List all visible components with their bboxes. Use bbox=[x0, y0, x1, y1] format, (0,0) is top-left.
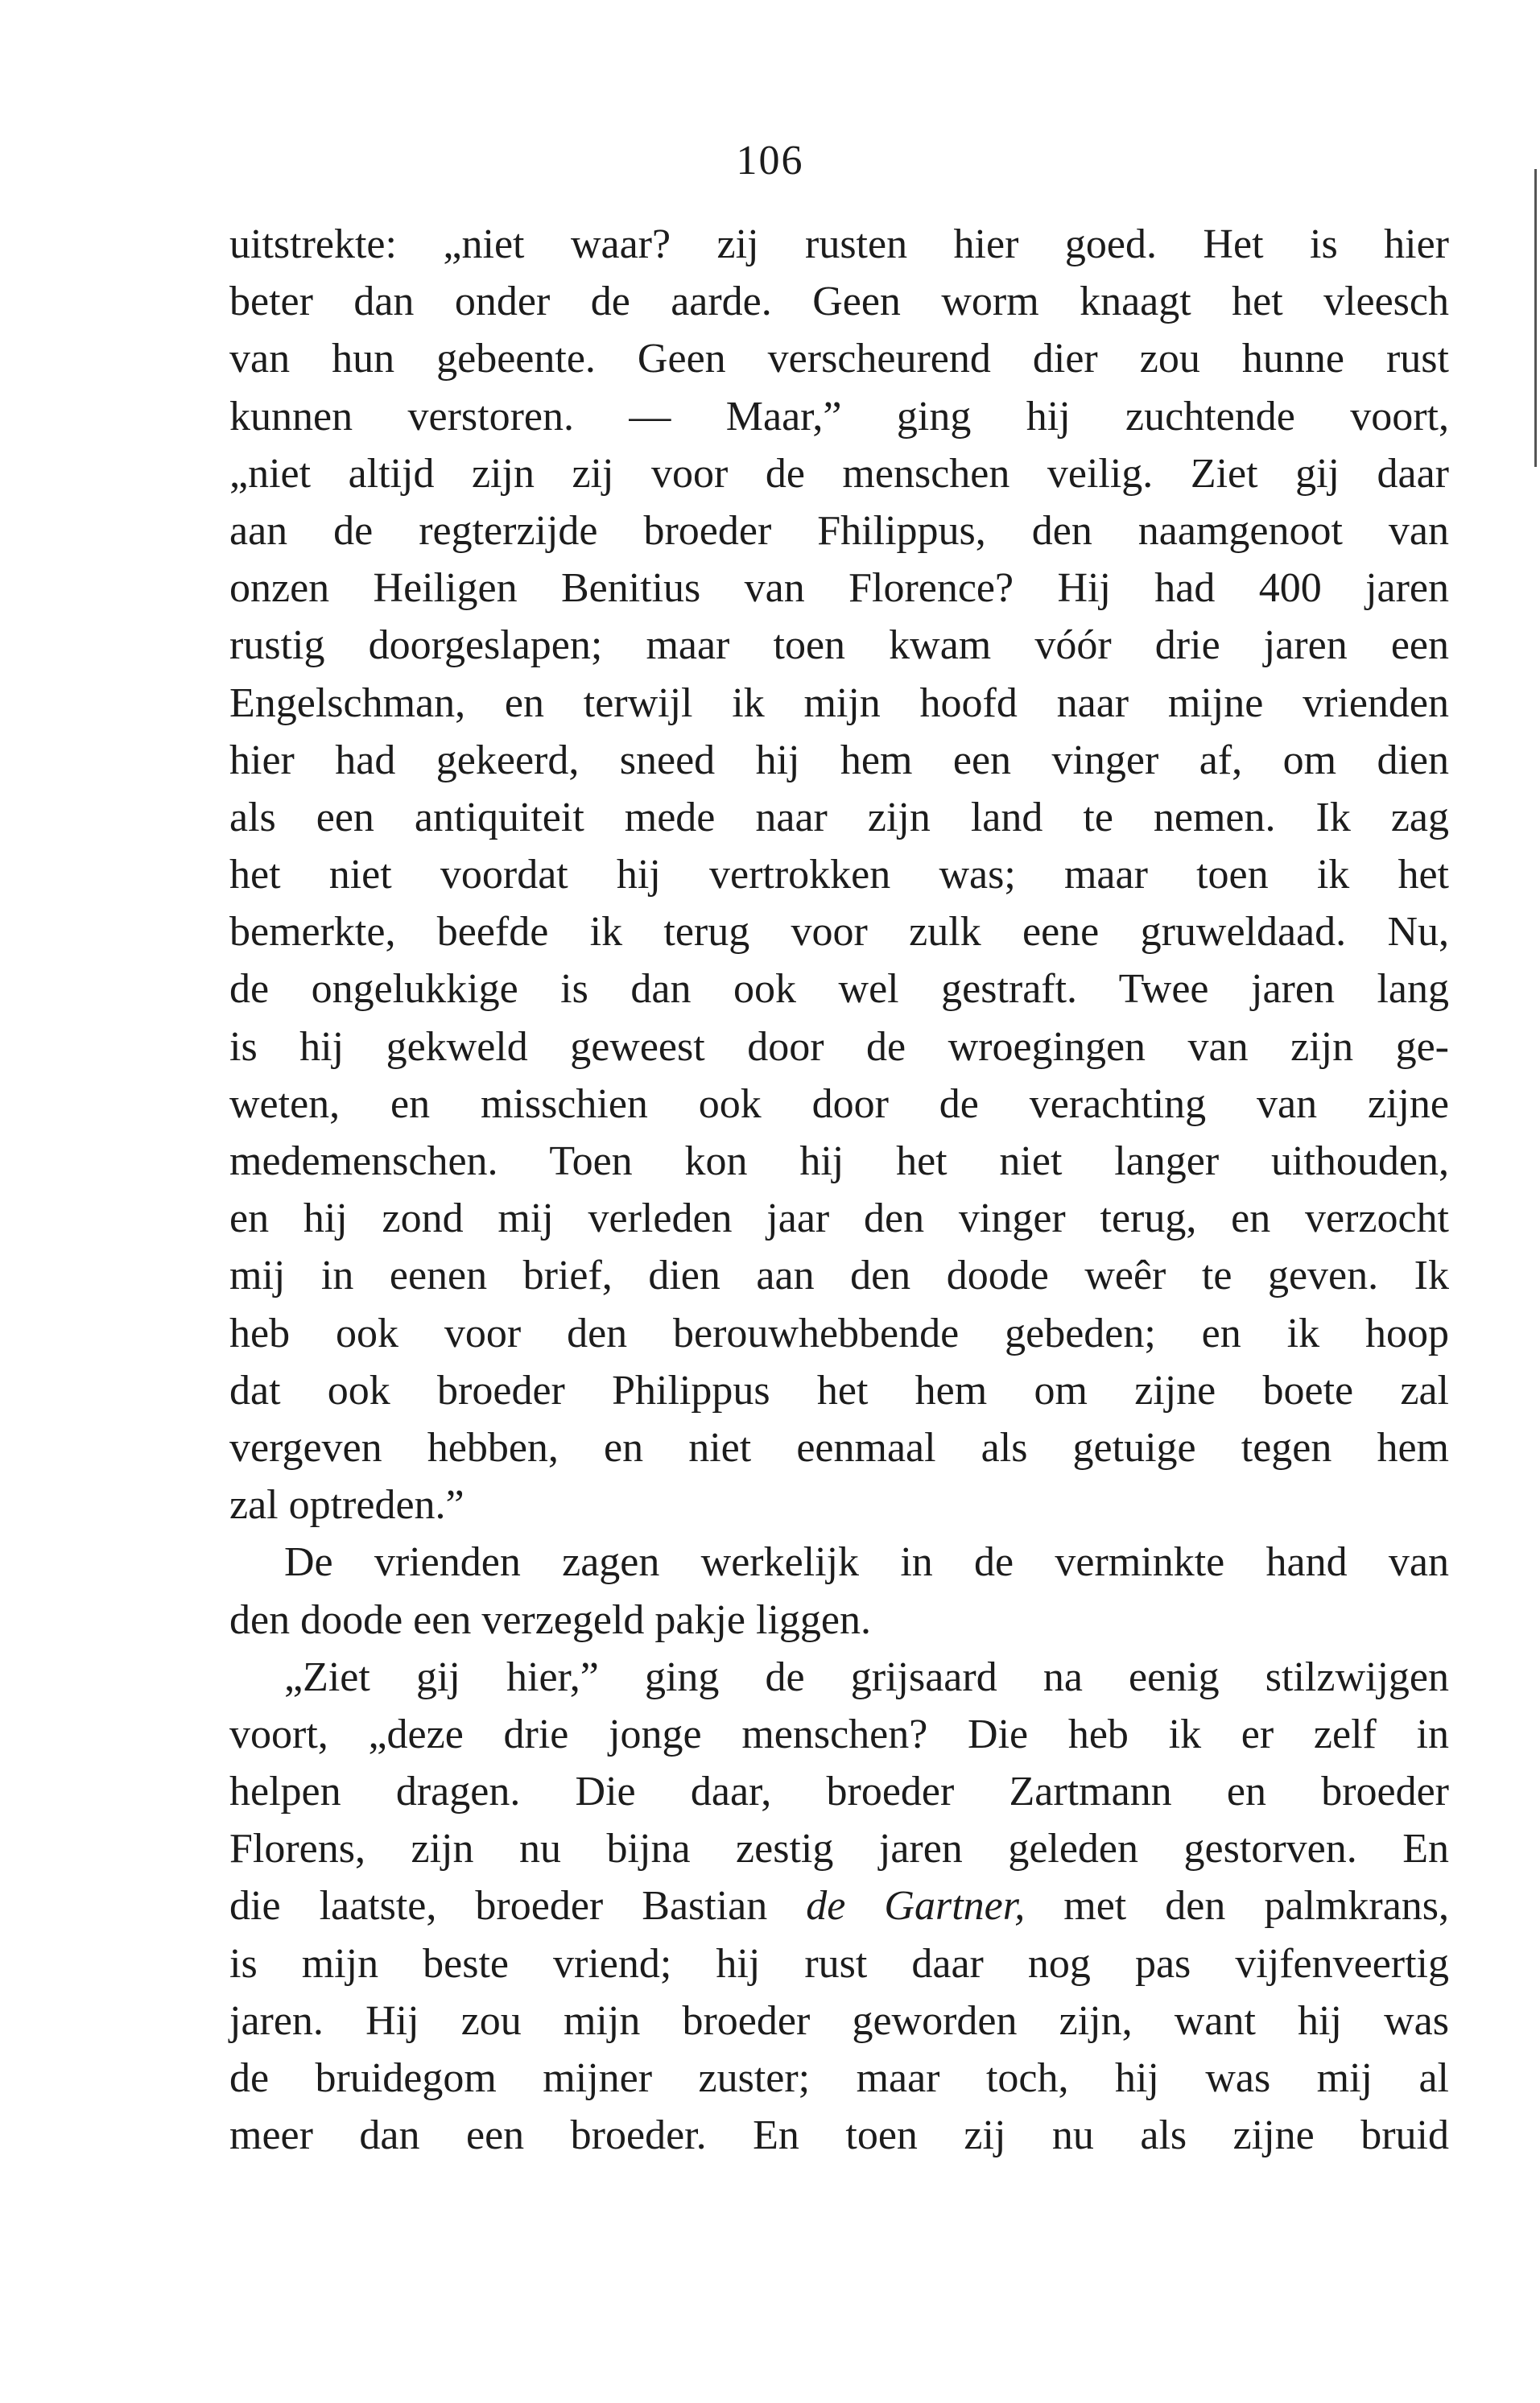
text-line: het niet voordat hij vertrokken was; maar toen ik het bbox=[229, 852, 1449, 898]
body-text bbox=[229, 216, 1449, 2164]
text-line-with-italic bbox=[229, 1877, 1449, 1934]
paragraph-end-line: zal optreden.” bbox=[229, 1482, 464, 1529]
text-line: de ongelukkige is dan ook wel gestraft. Twee jaren lang bbox=[229, 966, 1449, 1013]
page-number: 106 bbox=[736, 138, 804, 184]
text-line: dat ook broeder Philippus het hem om zijne boete zal bbox=[229, 1367, 1449, 1414]
line-head: die laatste, broeder Bastian bbox=[229, 1883, 768, 1930]
paragraph-start-line: „Ziet gij hier,” ging de grijsaard na eenig stilzwijgen bbox=[284, 1654, 1449, 1700]
text-line: beter dan onder de aarde. Geen worm knaagt het vleesch bbox=[229, 279, 1449, 325]
text-line: rustig doorgeslapen; maar toen kwam vóór drie jaren een bbox=[229, 622, 1449, 669]
text-line: voort, „deze drie jonge menschen? Die heb ik er zelf in bbox=[229, 1711, 1449, 1757]
text-line: uitstrekte: „niet waar? zij rusten hier goed. Het is hier bbox=[229, 221, 1449, 267]
text-line: jaren. Hij zou mijn broeder geworden zijn, want hij was bbox=[229, 1997, 1449, 2044]
text-line: medemenschen. Toen kon hij het niet langer uithouden, bbox=[229, 1138, 1449, 1184]
scan-edge-line bbox=[1534, 169, 1537, 467]
text-line: is mijn beste vriend; hij rust daar nog pas vijfenveertig bbox=[229, 1940, 1449, 1987]
text-line: vergeven hebben, en niet eenmaal als getuige tegen hem bbox=[229, 1424, 1449, 1471]
text-line: Engelschman, en terwijl ik mijn hoofd naar mijne vrienden bbox=[229, 679, 1449, 726]
text-line: „niet altijd zijn zij voor de menschen veilig. Ziet gij daar bbox=[229, 450, 1449, 497]
text-line: weten, en misschien ook door de verachting van zijne bbox=[229, 1080, 1449, 1127]
text-line: als een antiquiteit mede naar zijn land te nemen. Ik zag bbox=[229, 794, 1449, 840]
text-line: aan de regterzijde broeder Fhilippus, den naamgenoot van bbox=[229, 507, 1449, 554]
paragraph-start-line: De vrienden zagen werkelijk in de verminkte hand van bbox=[284, 1539, 1449, 1586]
text-line: kunnen verstoren. — Maar,” ging hij zuchtende voort, bbox=[229, 393, 1449, 440]
line-tail: met den palmkrans, bbox=[1063, 1883, 1450, 1930]
italic-name: de Gartner, bbox=[806, 1883, 1026, 1930]
text-line: van hun gebeente. Geen verscheurend dier zou hunne rust bbox=[229, 336, 1449, 382]
paragraph-end-line: den doode een verzegeld pakje liggen. bbox=[229, 1596, 871, 1643]
text-line: heb ook voor den berouwhebbende gebeden; en ik hoop bbox=[229, 1310, 1449, 1356]
text-line: Florens, zijn nu bijna zestig jaren geleden gestorven. En bbox=[229, 1826, 1449, 1872]
text-line: mij in eenen brief, dien aan den doode weêr te geven. Ik bbox=[229, 1253, 1449, 1299]
text-line: en hij zond mij verleden jaar den vinger terug, en verzocht bbox=[229, 1195, 1449, 1242]
text-line: onzen Heiligen Benitius van Florence? Hij had 400 jaren bbox=[229, 565, 1449, 612]
text-line: hier had gekeerd, sneed hij hem een vinger af, om dien bbox=[229, 737, 1449, 783]
text-line: helpen dragen. Die daar, broeder Zartmann en broeder bbox=[229, 1769, 1449, 1815]
text-line: de bruidegom mijner zuster; maar toch, hij was mij al bbox=[229, 2055, 1449, 2101]
text-line: bemerkte, beefde ik terug voor zulk eene gruweldaad. Nu, bbox=[229, 909, 1449, 956]
text-line: is hij gekweld geweest door de wroegingen van zijn ge- bbox=[229, 1023, 1449, 1070]
text-line: meer dan een broeder. En toen zij nu als zijne bruid bbox=[229, 2112, 1449, 2159]
